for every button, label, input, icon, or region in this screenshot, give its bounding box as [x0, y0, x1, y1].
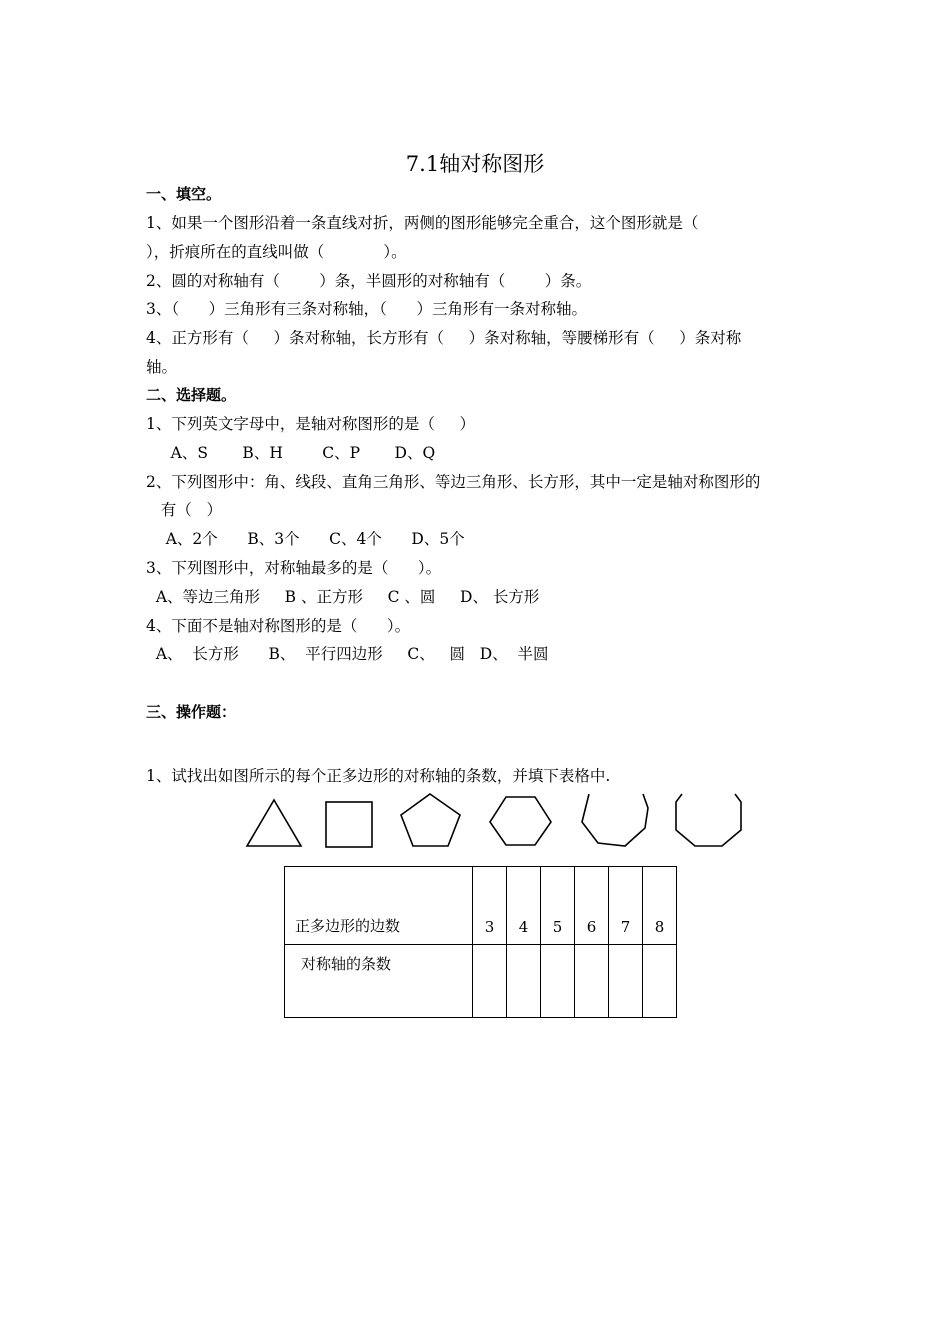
- s2-q4-options: A、 长方形 B、 平行四边形 C、 圆 D、 半圆: [146, 645, 549, 663]
- s2-q2-line1: 2、下列图形中：角、线段、直角三角形、等边三角形、长方形，其中一定是轴对称图形的: [146, 473, 761, 491]
- answer-cell[interactable]: [541, 945, 575, 1018]
- s2-q1-options: A、S B、H C、P D、Q: [146, 444, 436, 462]
- answer-cell[interactable]: [575, 945, 609, 1018]
- answer-cell[interactable]: [473, 945, 507, 1018]
- row-label-sides: 正多边形的边数: [285, 867, 473, 945]
- section1-heading: 一、填空。: [146, 185, 222, 203]
- s2-q3-options: A、等边三角形 B 、正方形 C 、圆 D、 长方形: [146, 588, 540, 606]
- s1-q4-line1: 4、正方形有（ ）条对称轴，长方形有（ ）条对称轴，等腰梯形有（ ）条对称: [146, 329, 742, 347]
- triangle-icon: [247, 800, 301, 846]
- heptagon-icon: [582, 794, 648, 846]
- s2-q2-options: A、2个 B、3个 C、4个 D、5个: [146, 530, 465, 548]
- sides-cell: 4: [507, 867, 541, 945]
- row-label-axes: 对称轴的条数: [285, 945, 473, 1018]
- octagon-icon: [676, 794, 741, 846]
- section3-heading: 三、操作题：: [146, 703, 237, 721]
- page-title: 7.1轴对称图形: [405, 152, 545, 176]
- table-row: [285, 867, 677, 945]
- answer-cell[interactable]: [609, 945, 643, 1018]
- pentagon-icon: [401, 794, 460, 846]
- table-row: [285, 945, 677, 1018]
- sides-cell: 3: [473, 867, 507, 945]
- s1-q2: 2、圆的对称轴有（ ）条，半圆形的对称轴有（ ）条。: [146, 272, 592, 290]
- answer-table: [284, 866, 677, 1018]
- answer-cell[interactable]: [643, 945, 677, 1018]
- s2-q3: 3、下列图形中，对称轴最多的是（ ）。: [146, 559, 442, 577]
- sides-cell: 8: [643, 867, 677, 945]
- hexagon-icon: [490, 797, 551, 845]
- sides-cell: 6: [575, 867, 609, 945]
- s2-q1: 1、下列英文字母中，是轴对称图形的是（ ）: [146, 415, 475, 433]
- s3-q1: 1、试找出如图所示的每个正多边形的对称轴的条数，并填下表格中.: [146, 767, 611, 785]
- sides-cell: 7: [609, 867, 643, 945]
- square-icon: [326, 802, 372, 847]
- polygon-figures: [0, 780, 950, 860]
- sides-cell: 5: [541, 867, 575, 945]
- s1-q1-line2: ），折痕所在的直线叫做（ ）。: [146, 243, 407, 261]
- s1-q1-line1: 1、如果一个图形沿着一条直线对折，两侧的图形能够完全重合，这个图形就是（: [146, 214, 699, 232]
- answer-cell[interactable]: [507, 945, 541, 1018]
- s1-q4-line2: 轴。: [146, 358, 178, 376]
- s2-q2-line2: 有（ ）: [146, 501, 223, 519]
- s2-q4: 4、下面不是轴对称图形的是（ ）。: [146, 617, 411, 635]
- section2-heading: 二、选择题。: [146, 386, 237, 404]
- s1-q3: 3、（ ）三角形有三条对称轴，（ ）三角形有一条对称轴。: [146, 300, 587, 318]
